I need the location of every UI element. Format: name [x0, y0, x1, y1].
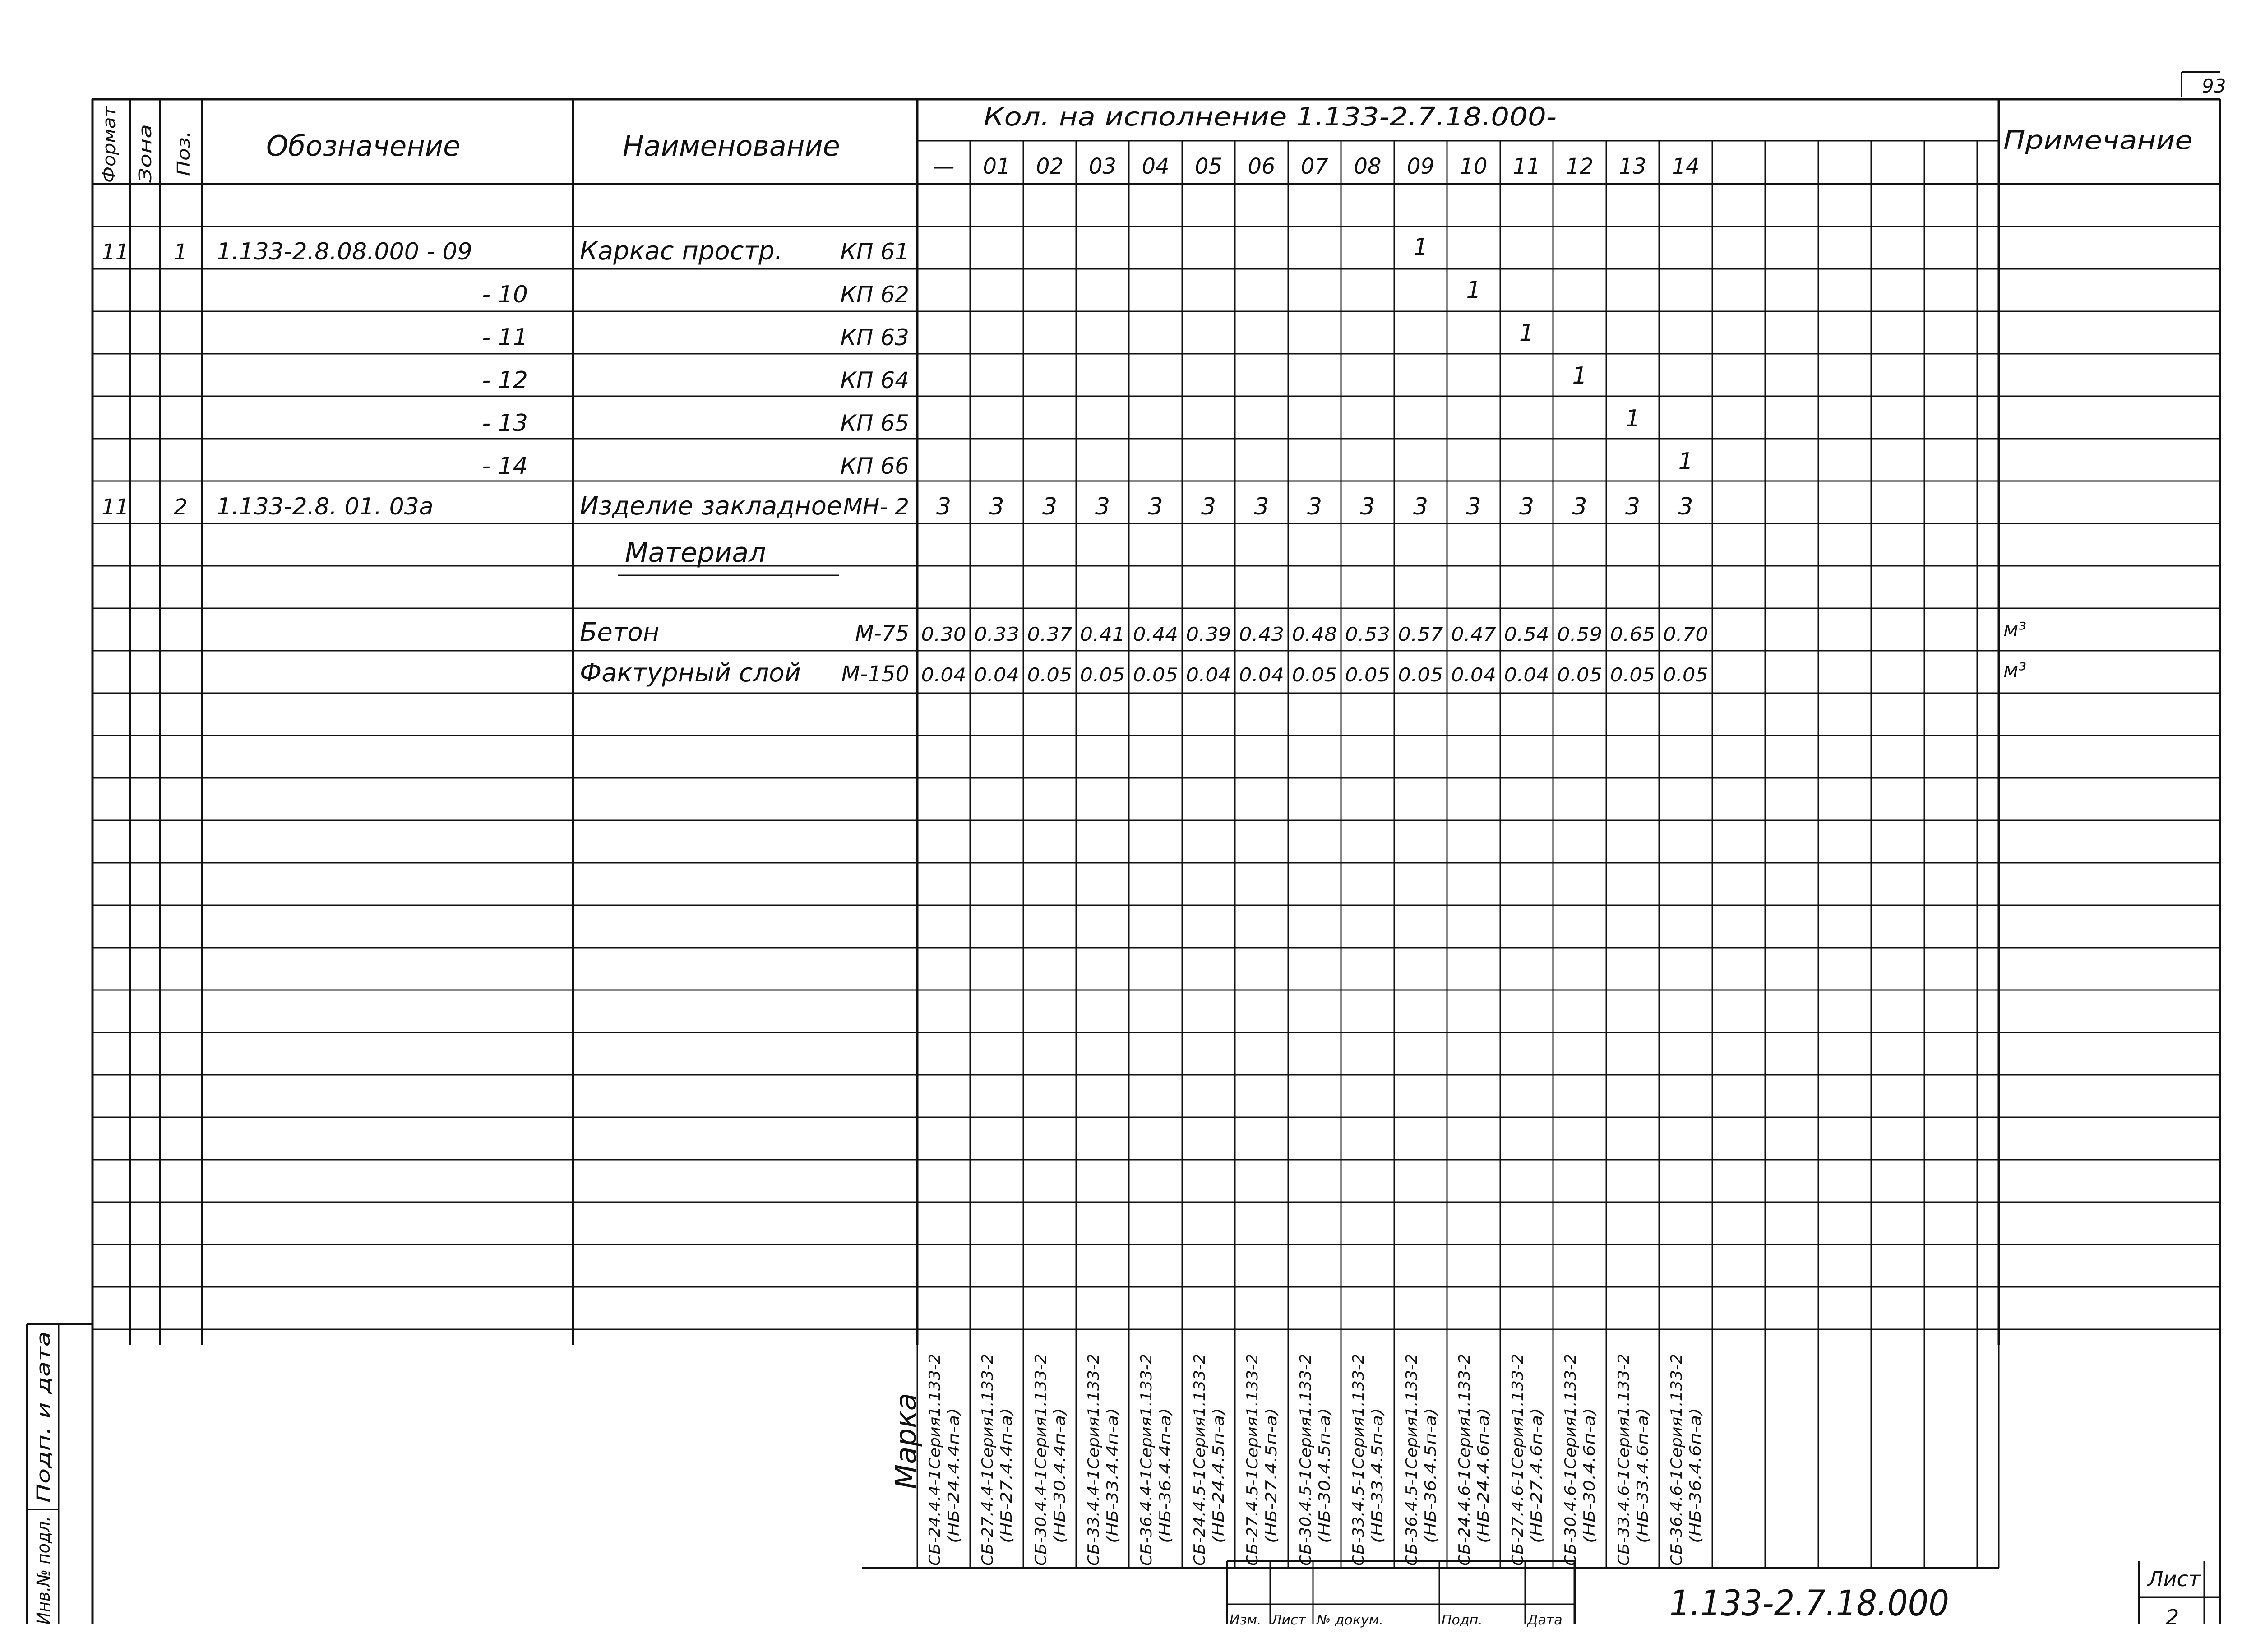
marka-label: Марка [890, 1393, 923, 1489]
mark-cell: КП 61 [840, 239, 909, 265]
mark-line1: СБ-24.4.4-1Серия1.133-2 [926, 1366, 944, 1566]
qty-col-header: 12 [1566, 154, 1594, 179]
mark-cell: КП 63 [840, 324, 909, 351]
title-small-label: Лист [1271, 1612, 1306, 1628]
format-cell: 11 [102, 240, 129, 265]
mark-line1: СБ-30.4.4-1Серия1.133-2 [1032, 1366, 1050, 1566]
mark-line2: (НБ-30.4.4п-а) [1051, 1430, 1069, 1543]
title-small-label: Изм. [1230, 1612, 1262, 1628]
mark-cell: КП 66 [840, 453, 909, 479]
mark-line2: (НБ-36.4.5п-а) [1422, 1430, 1440, 1543]
sheet-label: Лист [2148, 1567, 2201, 1591]
title-small-label: № докум. [1317, 1612, 1383, 1628]
mark-line1: СБ-24.4.5-1Серия1.133-2 [1191, 1366, 1209, 1566]
material-value: 0.04 [974, 664, 1019, 686]
sheet-corner-number: 93 [2202, 75, 2226, 97]
table-grid [27, 72, 2220, 1624]
mark-line1: СБ-27.4.4-1Серия1.133-2 [979, 1366, 997, 1566]
qty-cell: 1 [1466, 277, 1481, 304]
qty-cell: 1 [1572, 362, 1587, 389]
material-value: 0.39 [1186, 623, 1231, 645]
qty-caption: Кол. на исполнение 1.133-2.7.18.000- [984, 102, 1557, 132]
qty-col-header: 07 [1300, 154, 1329, 179]
material-value: 0.05 [1345, 664, 1390, 686]
material-value: 0.48 [1292, 623, 1337, 645]
mark-line1: СБ-36.4.6-1Серия1.133-2 [1668, 1366, 1686, 1566]
mark-line2: (НБ-36.4.6п-а) [1687, 1430, 1705, 1543]
mark-line1: СБ-33.4.6-1Серия1.133-2 [1615, 1366, 1633, 1566]
qty-col-header: 10 [1460, 154, 1488, 179]
material-heading: Материал [625, 537, 766, 569]
material-value: 0.05 [1027, 664, 1073, 686]
table-text [33, 75, 2226, 1629]
mark-line2: (НБ-27.4.6п-а) [1528, 1430, 1546, 1543]
material-value: 0.04 [1186, 664, 1231, 686]
pos-cell: 2 [174, 495, 188, 520]
mark-cell: КП 65 [840, 410, 909, 436]
col-note-header: Примечание [2003, 126, 2193, 155]
qty-col-header: 06 [1248, 154, 1276, 179]
mark-line2: (НБ-30.4.5п-а) [1316, 1430, 1334, 1543]
designation-cell: - 10 [482, 281, 528, 308]
col-designation-header: Обозначение [266, 130, 461, 162]
mark-line2: (НБ-24.4.6п-а) [1475, 1430, 1493, 1543]
qty-cell: 3 [1254, 493, 1269, 520]
col-pos-header: Поз. [174, 138, 194, 176]
qty-cell: 1 [1519, 319, 1535, 347]
material-value: 0.05 [1133, 664, 1178, 686]
mark-line2: (НБ-33.4.6п-а) [1634, 1430, 1652, 1543]
qty-col-header: 08 [1354, 154, 1382, 179]
mark-line1: СБ-30.4.5-1Серия1.133-2 [1297, 1366, 1315, 1566]
qty-col-header: 13 [1618, 154, 1647, 179]
material-value: 0.44 [1133, 623, 1178, 645]
designation-cell: - 13 [482, 410, 528, 437]
qty-cell: 3 [1519, 493, 1535, 520]
material-value: 0.37 [1027, 623, 1073, 645]
material-value: 0.59 [1557, 623, 1602, 645]
material-value: 0.04 [1451, 664, 1496, 686]
document-code: 1.133-2.7.18.000 [1669, 1583, 1949, 1624]
material-name: Фактурный слой [580, 658, 801, 688]
qty-cell: 1 [1413, 234, 1428, 261]
material-value: 0.65 [1610, 623, 1655, 645]
mark-line2: (НБ-30.4.6п-а) [1581, 1430, 1599, 1543]
mark-line1: СБ-36.4.5-1Серия1.133-2 [1403, 1366, 1421, 1566]
name-cell: Изделие закладное [580, 491, 842, 521]
designation-cell: - 14 [482, 453, 528, 480]
mark-line1: СБ-33.4.5-1Серия1.133-2 [1350, 1366, 1368, 1566]
qty-cell: 3 [1678, 493, 1693, 520]
col-name-header: Наименование [623, 130, 840, 162]
qty-cell: 3 [1201, 493, 1216, 520]
mark-line2: (НБ-24.4.4п-а) [945, 1430, 963, 1543]
mark-line1: СБ-33.4.4-1Серия1.133-2 [1085, 1366, 1103, 1566]
material-unit: м³ [2003, 618, 2026, 641]
stamp-inv-number: Инв.№ подл. [33, 1505, 54, 1624]
qty-cell: 3 [1095, 493, 1110, 520]
qty-cell: 3 [1148, 493, 1163, 520]
material-value: 0.05 [1398, 664, 1443, 686]
title-small-label: Подп. [1442, 1612, 1483, 1628]
mark-line2: (НБ-27.4.5п-а) [1262, 1430, 1281, 1543]
qty-col-header: 05 [1194, 154, 1223, 179]
qty-cell: 3 [1413, 493, 1428, 520]
title-small-label: Дата [1527, 1612, 1563, 1628]
qty-col-header: 02 [1036, 154, 1064, 179]
format-cell: 11 [102, 495, 129, 520]
material-grade: М-150 [841, 662, 909, 687]
material-value: 0.54 [1504, 623, 1549, 645]
material-value: 0.47 [1451, 623, 1497, 645]
sheet-number: 2 [2166, 1605, 2179, 1629]
qty-col-header: 09 [1406, 154, 1435, 179]
qty-cell: 3 [1466, 493, 1481, 520]
name-cell: Каркас простр. [580, 236, 783, 266]
col-zone-header: Зона [135, 139, 155, 183]
qty-cell: 3 [1625, 493, 1641, 520]
qty-col-header: 01 [983, 154, 1011, 179]
designation-cell: 1.133-2.8.08.000 - 09 [217, 238, 472, 265]
mark-line2: (НБ-33.4.4п-а) [1104, 1430, 1122, 1543]
designation-cell: - 11 [482, 324, 528, 351]
qty-col-header: — [933, 154, 955, 179]
qty-col-header: 14 [1672, 154, 1700, 179]
material-value: 0.41 [1080, 623, 1125, 645]
qty-col-header: 04 [1142, 154, 1170, 179]
material-value: 0.33 [974, 623, 1019, 645]
material-value: 0.05 [1292, 664, 1337, 686]
stamp-sign-date: Подп. и дата [33, 1379, 54, 1503]
qty-cell: 3 [1307, 493, 1322, 520]
designation-cell: - 12 [482, 367, 528, 394]
material-value: 0.53 [1345, 623, 1390, 645]
material-value: 0.30 [921, 623, 966, 645]
qty-cell: 3 [1360, 493, 1375, 520]
mark-cell: МН- 2 [843, 494, 909, 520]
mark-line2: (НБ-27.4.4п-а) [998, 1430, 1016, 1543]
material-value: 0.05 [1557, 664, 1602, 686]
col-format-header: Формат [99, 113, 119, 183]
mark-line1: СБ-27.4.6-1Серия1.133-2 [1509, 1366, 1527, 1566]
mark-cell: КП 62 [840, 282, 909, 308]
material-value: 0.04 [921, 664, 966, 686]
qty-col-header: 03 [1088, 154, 1117, 179]
mark-line2: (НБ-33.4.5п-а) [1368, 1430, 1387, 1543]
material-value: 0.04 [1239, 664, 1284, 686]
qty-cell: 1 [1678, 448, 1693, 475]
material-value: 0.05 [1080, 664, 1125, 686]
material-value: 0.05 [1610, 664, 1655, 686]
material-value: 0.43 [1239, 623, 1284, 645]
mark-line2: (НБ-24.4.5п-а) [1210, 1430, 1228, 1543]
designation-cell: 1.133-2.8. 01. 03а [217, 493, 434, 520]
mark-cell: КП 64 [840, 367, 909, 393]
mark-line1: СБ-24.4.6-1Серия1.133-2 [1456, 1366, 1474, 1566]
pos-cell: 1 [174, 240, 188, 265]
mark-line1: СБ-27.4.5-1Серия1.133-2 [1244, 1366, 1262, 1566]
qty-cell: 3 [989, 493, 1004, 520]
mark-line2: (НБ-36.4.4п-а) [1156, 1430, 1174, 1543]
qty-cell: 1 [1625, 405, 1641, 432]
material-value: 0.57 [1398, 623, 1443, 645]
qty-cell: 3 [936, 493, 952, 520]
mark-line1: СБ-30.4.6-1Серия1.133-2 [1562, 1366, 1580, 1566]
mark-line1: СБ-36.4.4-1Серия1.133-2 [1137, 1366, 1156, 1566]
qty-cell: 3 [1042, 493, 1058, 520]
material-value: 0.05 [1663, 664, 1708, 686]
material-value: 0.70 [1663, 623, 1708, 645]
material-unit: м³ [2003, 659, 2026, 682]
material-grade: М-75 [855, 621, 909, 646]
qty-cell: 3 [1572, 493, 1587, 520]
material-name: Бетон [580, 618, 660, 647]
material-value: 0.04 [1504, 664, 1549, 686]
qty-col-header: 11 [1512, 154, 1541, 179]
